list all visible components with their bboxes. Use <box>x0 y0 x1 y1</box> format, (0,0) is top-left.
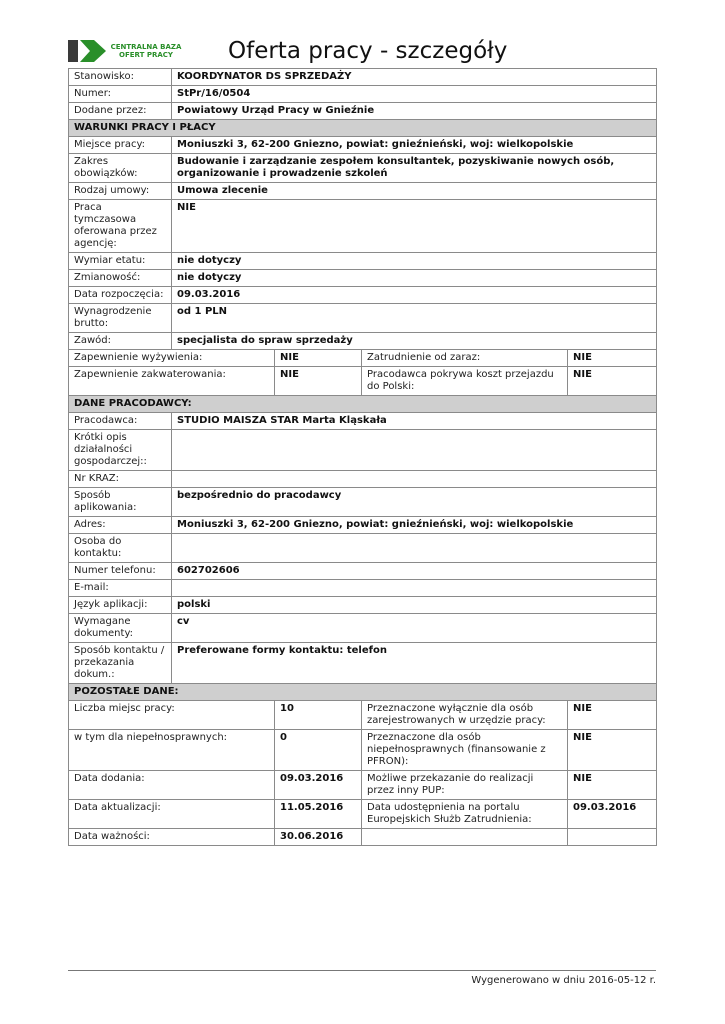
table-row <box>69 730 657 771</box>
aktualizacji-value: 11.05.2016 <box>275 800 362 829</box>
wynagrodzenie-value: od 1 PLN <box>172 304 657 333</box>
tymczasowa-label: Praca tymczasowa oferowana przez agencję: <box>69 200 172 253</box>
sposob-value: bezpośrednio do pracodawcy <box>172 488 657 517</box>
telefon-label: Numer telefonu: <box>69 563 172 580</box>
footer-generated-text: Wygenerowano w dniu 2016-05-12 r. <box>471 975 656 986</box>
dodania-value: 09.03.2016 <box>275 771 362 800</box>
table-row <box>69 86 657 103</box>
table-row <box>69 597 657 614</box>
niepelnosprawnych-value: 0 <box>275 730 362 771</box>
pup-value: NIE <box>568 771 657 800</box>
table-row <box>69 350 657 367</box>
email-value <box>172 580 657 597</box>
numer-label: Numer: <box>69 86 172 103</box>
table-row <box>69 488 657 517</box>
table-row <box>69 471 657 488</box>
zawod-label: Zawód: <box>69 333 172 350</box>
table-row <box>69 69 657 86</box>
table-row <box>69 771 657 800</box>
pozostale-section-title: POZOSTAŁE DANE: <box>69 684 657 701</box>
logo-arrow-icon <box>68 38 108 64</box>
od-zaraz-value: NIE <box>568 350 657 367</box>
portal-label: Data udostępnienia na portalu Europejskich Służb Zatrudnienia: <box>362 800 568 829</box>
page-title: Oferta pracy - szczegóły <box>228 38 508 64</box>
zakres-value: Budowanie i zarządzanie zespołem konsultantek, pozyskiwanie nowych osób, organizowanie i prowadzenie szkoleń <box>172 154 657 183</box>
zmianowosc-label: Zmianowość: <box>69 270 172 287</box>
telefon-value: 602702606 <box>172 563 657 580</box>
zmianowosc-value: nie dotyczy <box>172 270 657 287</box>
opis-value <box>172 430 657 471</box>
zarejestrowanych-value: NIE <box>568 701 657 730</box>
wynagrodzenie-label: Wynagrodzenie brutto: <box>69 304 172 333</box>
table-row <box>69 137 657 154</box>
pup-label: Możliwe przekazanie do realizacji przez inny PUP: <box>362 771 568 800</box>
dodane-value: Powiatowy Urząd Pracy w Gnieźnie <box>172 103 657 120</box>
portal-value: 09.03.2016 <box>568 800 657 829</box>
pfron-label: Przeznaczone dla osób niepełnosprawnych (finansowanie z PFRON): <box>362 730 568 771</box>
numer-value: StPr/16/0504 <box>172 86 657 103</box>
adres-value: Moniuszki 3, 62-200 Gniezno, powiat: gnieźnieński, woj: wielkopolskie <box>172 517 657 534</box>
zarejestrowanych-label: Przeznaczone wyłącznie dla osób zarejestrowanych w urzędzie pracy: <box>362 701 568 730</box>
logo <box>68 38 188 66</box>
dodania-label: Data dodania: <box>69 771 275 800</box>
logo-line1: CENTRALNA BAZA <box>110 43 182 51</box>
opis-label: Krótki opis działalności gospodarczej:: <box>69 430 172 471</box>
zakwaterowanie-label: Zapewnienie zakwaterowania: <box>69 367 275 396</box>
zawod-value: specjalista do spraw sprzedaży <box>172 333 657 350</box>
table-row <box>69 253 657 270</box>
wyzywienie-label: Zapewnienie wyżywienia: <box>69 350 275 367</box>
table-row <box>69 643 657 684</box>
przejazd-value: NIE <box>568 367 657 396</box>
dokumenty-value: cv <box>172 614 657 643</box>
page-header <box>68 36 656 68</box>
table-row <box>69 800 657 829</box>
niepelnosprawnych-label: w tym dla niepełnosprawnych: <box>69 730 275 771</box>
wymiar-label: Wymiar etatu: <box>69 253 172 270</box>
waznosci-value: 30.06.2016 <box>275 829 362 846</box>
tymczasowa-value: NIE <box>172 200 657 253</box>
zakwaterowanie-value: NIE <box>275 367 362 396</box>
table-row <box>69 413 657 430</box>
table-row <box>69 287 657 304</box>
stanowisko-value: KOORDYNATOR DS SPRZEDAŻY <box>172 69 657 86</box>
przejazd-label: Pracodawca pokrywa koszt przejazdu do Polski: <box>362 367 568 396</box>
table-row <box>69 103 657 120</box>
data-rozp-label: Data rozpoczęcia: <box>69 287 172 304</box>
zakres-label: Zakres obowiązków: <box>69 154 172 183</box>
umowa-label: Rodzaj umowy: <box>69 183 172 200</box>
table-row <box>69 200 657 253</box>
table-row <box>69 614 657 643</box>
jezyk-label: Język aplikacji: <box>69 597 172 614</box>
kontakt-label: Sposób kontaktu / przekazania dokum.: <box>69 643 172 684</box>
pracodawca-section-title: DANE PRACODAWCY: <box>69 396 657 413</box>
osoba-label: Osoba do kontaktu: <box>69 534 172 563</box>
table-row <box>69 430 657 471</box>
footer-divider <box>68 970 656 971</box>
table-row <box>69 517 657 534</box>
miejsc-value: 10 <box>275 701 362 730</box>
kontakt-value: Preferowane formy kontaktu: telefon <box>172 643 657 684</box>
table-row <box>69 829 657 846</box>
od-zaraz-label: Zatrudnienie od zaraz: <box>362 350 568 367</box>
aktualizacji-label: Data aktualizacji: <box>69 800 275 829</box>
table-row <box>69 183 657 200</box>
sposob-label: Sposób aplikowania: <box>69 488 172 517</box>
table-row <box>69 367 657 396</box>
section-header <box>69 684 657 701</box>
stanowisko-label: Stanowisko: <box>69 69 172 86</box>
section-header <box>69 396 657 413</box>
pfron-value: NIE <box>568 730 657 771</box>
empty-cell <box>568 829 657 846</box>
table-row <box>69 333 657 350</box>
pracodawca-label: Pracodawca: <box>69 413 172 430</box>
kraz-label: Nr KRAZ: <box>69 471 172 488</box>
adres-label: Adres: <box>69 517 172 534</box>
offer-details-table <box>68 68 657 846</box>
table-row <box>69 580 657 597</box>
section-header <box>69 120 657 137</box>
warunki-section-title: WARUNKI PRACY I PŁACY <box>69 120 657 137</box>
kraz-value <box>172 471 657 488</box>
osoba-value <box>172 534 657 563</box>
waznosci-label: Data ważności: <box>69 829 275 846</box>
dodane-label: Dodane przez: <box>69 103 172 120</box>
jezyk-value: polski <box>172 597 657 614</box>
table-row <box>69 270 657 287</box>
umowa-value: Umowa zlecenie <box>172 183 657 200</box>
miejsce-value: Moniuszki 3, 62-200 Gniezno, powiat: gnieźnieński, woj: wielkopolskie <box>172 137 657 154</box>
table-row <box>69 534 657 563</box>
email-label: E-mail: <box>69 580 172 597</box>
table-row <box>69 304 657 333</box>
data-rozp-value: 09.03.2016 <box>172 287 657 304</box>
empty-cell <box>362 829 568 846</box>
pracodawca-value: STUDIO MAISZA STAR Marta Kląskała <box>172 413 657 430</box>
dokumenty-label: Wymagane dokumenty: <box>69 614 172 643</box>
table-row <box>69 563 657 580</box>
table-row <box>69 154 657 183</box>
logo-line2: OFERT PRACY <box>119 51 173 59</box>
table-row <box>69 701 657 730</box>
miejsc-label: Liczba miejsc pracy: <box>69 701 275 730</box>
wymiar-value: nie dotyczy <box>172 253 657 270</box>
miejsce-label: Miejsce pracy: <box>69 137 172 154</box>
logo-text <box>106 43 186 59</box>
wyzywienie-value: NIE <box>275 350 362 367</box>
